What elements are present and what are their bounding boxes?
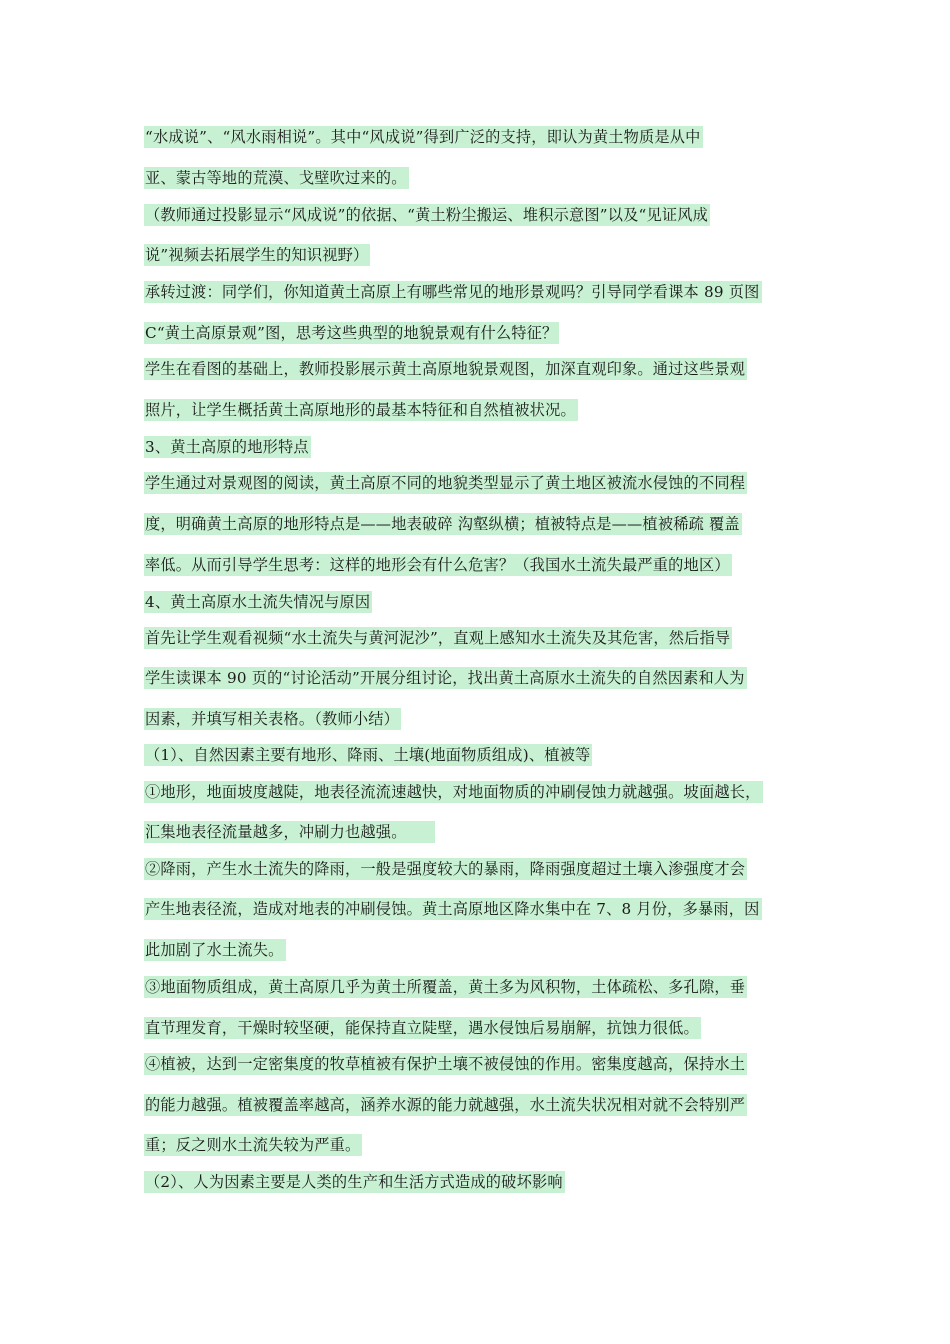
text-line — [144, 626, 732, 650]
highlighted-text: （教师通过投影显示“风成说”的依据、“黄土粉尘搬运、堆积示意图”以及“见证风成 — [145, 206, 708, 224]
highlighted-text: ①地形，地面坡度越陡，地表径流流速越快，对地面物质的冲刷侵蚀力就越强。坡面越长， — [145, 783, 761, 801]
text-line — [144, 166, 409, 190]
text-line — [144, 1016, 701, 1040]
highlighted-text: 重；反之则水土流失较为严重。 — [145, 1136, 361, 1154]
text-line — [144, 707, 401, 731]
text-line — [144, 1052, 747, 1076]
text-line — [144, 553, 732, 577]
text-line — [144, 1170, 565, 1194]
highlighted-text: ②降雨，产生水土流失的降雨，一般是强度较大的暴雨，降雨强度超过土壤入渗强度才会 — [145, 860, 746, 878]
text-line — [144, 857, 747, 881]
text-line — [144, 975, 747, 999]
highlighted-text: 学生通过对景观图的阅读，黄土高原不同的地貌类型显示了黄土地区被流水侵蚀的不同程 — [145, 474, 746, 492]
highlighted-text: 说”视频去拓展学生的知识视野） — [145, 246, 369, 264]
text-line — [144, 666, 747, 690]
highlighted-text: ④植被，达到一定密集度的牧草植被有保护土壤不被侵蚀的作用。密集度越高，保持水土 — [145, 1055, 746, 1073]
highlighted-text: 学生在看图的基础上，教师投影展示黄土高原地貌景观图，加深直观印象。通过这些景观 — [145, 360, 746, 378]
highlighted-text: C“黄土高原景观”图，思考这些典型的地貌景观有什么特征？ — [145, 324, 558, 342]
highlighted-text: 汇集地表径流量越多，冲刷力也越强。 — [144, 821, 435, 843]
highlighted-text: 3、黄土高原的地形特点 — [145, 438, 309, 456]
highlighted-text: 产生地表径流，造成对地表的冲刷侵蚀。黄土高原地区降水集中在 7、8 月份，多暴雨，因 — [145, 900, 760, 918]
text-line — [144, 820, 435, 844]
highlighted-text: 亚、蒙古等地的荒漠、戈壁吹过来的。 — [145, 169, 407, 187]
highlighted-text: 此加剧了水土流失。 — [145, 941, 284, 959]
text-line — [144, 398, 578, 422]
text-line — [144, 321, 559, 345]
text-line — [144, 512, 742, 536]
text-line — [144, 1093, 747, 1117]
highlighted-text: 率低。从而引导学生思考：这样的地形会有什么危害？（我国水土流失最严重的地区） — [145, 556, 730, 574]
text-line — [144, 938, 286, 962]
highlighted-text: 承转过渡：同学们，你知道黄土高原上有哪些常见的地形景观吗？引导同学看课本 89 页图 — [145, 283, 760, 301]
text-line — [144, 743, 592, 767]
highlighted-text: 度，明确黄土高原的地形特点是——地表破碎 沟壑纵横；植被特点是——植被稀疏 覆盖 — [145, 515, 740, 533]
highlighted-text: 4、黄土高原水土流失情况与原因 — [145, 593, 371, 611]
highlighted-text: ③地面物质组成，黄土高原几乎为黄土所覆盖，黄土多为风积物，土体疏松、多孔隙，垂 — [145, 978, 746, 996]
text-line — [144, 357, 747, 381]
text-line — [144, 897, 762, 921]
section-heading — [144, 435, 311, 459]
highlighted-text: 因素，并填写相关表格。（教师小结） — [145, 710, 399, 728]
highlighted-text: 首先让学生观看视频“水土流失与黄河泥沙”，直观上感知水土流失及其危害，然后指导 — [145, 629, 731, 647]
text-line — [144, 471, 747, 495]
text-line — [144, 1133, 362, 1157]
highlighted-text: 的能力越强。植被覆盖率越高，涵养水源的能力就越强，水土流失状况相对就不会特别严 — [145, 1096, 746, 1114]
text-line — [144, 780, 763, 804]
text-line — [144, 125, 703, 149]
section-heading — [144, 590, 372, 614]
text-line — [144, 280, 762, 304]
highlighted-text: （1）、自然因素主要有地形、降雨、土壤(地面物质组成)、植被等 — [145, 746, 591, 764]
text-line — [144, 243, 370, 267]
highlighted-text: （2）、人为因素主要是人类的生产和生活方式造成的破坏影响 — [145, 1173, 563, 1191]
highlighted-text: 直节理发育，干燥时较坚硬，能保持直立陡壁，遇水侵蚀后易崩解，抗蚀力很低。 — [145, 1019, 699, 1037]
text-line — [144, 203, 710, 227]
highlighted-text: 学生读课本 90 页的“讨论活动”开展分组讨论，找出黄土高原水土流失的自然因素和人为 — [145, 669, 745, 687]
highlighted-text: “水成说”、“风水雨相说”。其中“风成说”得到广泛的支持，即认为黄土物质是从中 — [145, 128, 701, 146]
highlighted-text: 照片，让学生概括黄土高原地形的最基本特征和自然植被状况。 — [145, 401, 576, 419]
